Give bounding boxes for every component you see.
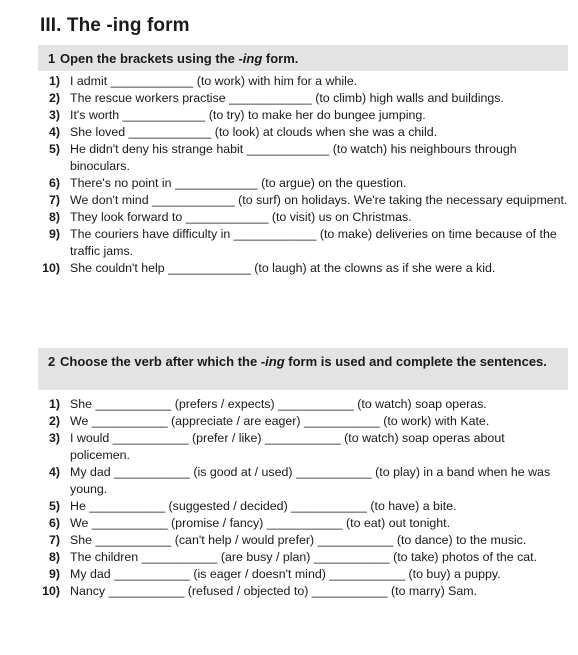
section-title: III. The -ing form (40, 15, 190, 36)
exercise-item (38, 515, 568, 532)
exercise-item (38, 583, 568, 600)
item-number: 4) (48, 125, 60, 139)
item-text: It's worth ____________ (to try) to make her do bungee jumping. (70, 108, 426, 122)
item-text: She ___________ (can't help / would prefer) ___________ (to dance) to the music. (70, 533, 527, 547)
item-number: 6) (48, 516, 60, 530)
exercise-2-items (38, 396, 568, 600)
item-text: He didn't deny his strange habit ____________ (to watch) his neighbours through binoculars. (70, 142, 517, 173)
item-number: 9) (48, 227, 60, 241)
item-text: There's no point in ____________ (to argue) on the question. (70, 176, 407, 190)
exercise-2-number: 2 (48, 354, 56, 369)
exercise-item (38, 464, 568, 498)
item-text: We don't mind ____________ (to surf) on holidays. We're taking the necessary equipment. (70, 193, 568, 207)
exercise-item (38, 226, 568, 260)
item-number: 2) (48, 414, 60, 428)
exercise-item (38, 566, 568, 583)
item-text: We ___________ (promise / fancy) ___________ (to eat) out tonight. (70, 516, 451, 530)
item-number: 8) (48, 550, 60, 564)
exercise-item (38, 430, 568, 464)
exercise-item (38, 498, 568, 515)
exercise-item (38, 532, 568, 549)
item-text: The couriers have difficulty in ____________ (to make) deliveries on time because of the traffic jams. (70, 227, 557, 258)
exercise-item (38, 124, 568, 141)
item-text: My dad ___________ (is eager / doesn't mind) ___________ (to buy) a puppy. (70, 567, 501, 581)
item-number: 1) (48, 74, 60, 88)
exercise-1-header (38, 45, 568, 71)
item-text: The children ___________ (are busy / plan) ___________ (to take) photos of the cat. (70, 550, 538, 564)
item-number: 3) (48, 431, 60, 445)
item-number: 8) (48, 210, 60, 224)
exercise-item (38, 90, 568, 107)
exercise-item (38, 209, 568, 226)
exercise-1-items (38, 73, 568, 277)
item-text: She ___________ (prefers / expects) ___________ (to watch) soap operas. (70, 397, 487, 411)
exercise-1-number: 1 (48, 51, 56, 66)
exercise-2-header (38, 348, 568, 390)
item-number: 7) (48, 193, 60, 207)
item-number: 9) (48, 567, 60, 581)
item-text: She couldn't help ____________ (to laugh) at the clowns as if she were a kid. (70, 261, 496, 275)
item-number: 5) (48, 142, 60, 156)
exercise-2-title: Choose the verb after which the -ing form is used and complete the sentences. (60, 354, 547, 369)
item-number: 7) (48, 533, 60, 547)
item-text: We ___________ (appreciate / are eager) ___________ (to work) with Kate. (70, 414, 490, 428)
item-text: She loved ____________ (to look) at clouds when she was a child. (70, 125, 438, 139)
exercise-item (38, 73, 568, 90)
item-number: 5) (48, 499, 60, 513)
exercise-item (38, 192, 568, 209)
item-text: My dad ___________ (is good at / used) ___________ (to play) in a band when he was young. (70, 465, 551, 496)
exercise-item (38, 549, 568, 566)
exercise-item (38, 260, 568, 277)
item-text: The rescue workers practise ____________ (to climb) high walls and buildings. (70, 91, 504, 105)
item-number: 3) (48, 108, 60, 122)
item-number: 10) (42, 584, 60, 598)
item-text: Nancy ___________ (refused / objected to) ___________ (to marry) Sam. (70, 584, 478, 598)
exercise-1-title: Open the brackets using the -ing form. (60, 51, 299, 66)
item-number: 6) (48, 176, 60, 190)
exercise-item (38, 175, 568, 192)
exercise-item (38, 413, 568, 430)
item-text: They look forward to ____________ (to visit) us on Christmas. (70, 210, 412, 224)
item-number: 1) (48, 397, 60, 411)
exercise-item (38, 141, 568, 175)
item-text: I admit ____________ (to work) with him for a while. (70, 74, 358, 88)
exercise-item (38, 396, 568, 413)
item-number: 2) (48, 91, 60, 105)
item-number: 10) (42, 261, 60, 275)
item-number: 4) (48, 465, 60, 479)
exercise-item (38, 107, 568, 124)
item-text: He ___________ (suggested / decided) ___________ (to have) a bite. (70, 499, 457, 513)
item-text: I would ___________ (prefer / like) ___________ (to watch) soap operas about policemen. (70, 431, 505, 462)
